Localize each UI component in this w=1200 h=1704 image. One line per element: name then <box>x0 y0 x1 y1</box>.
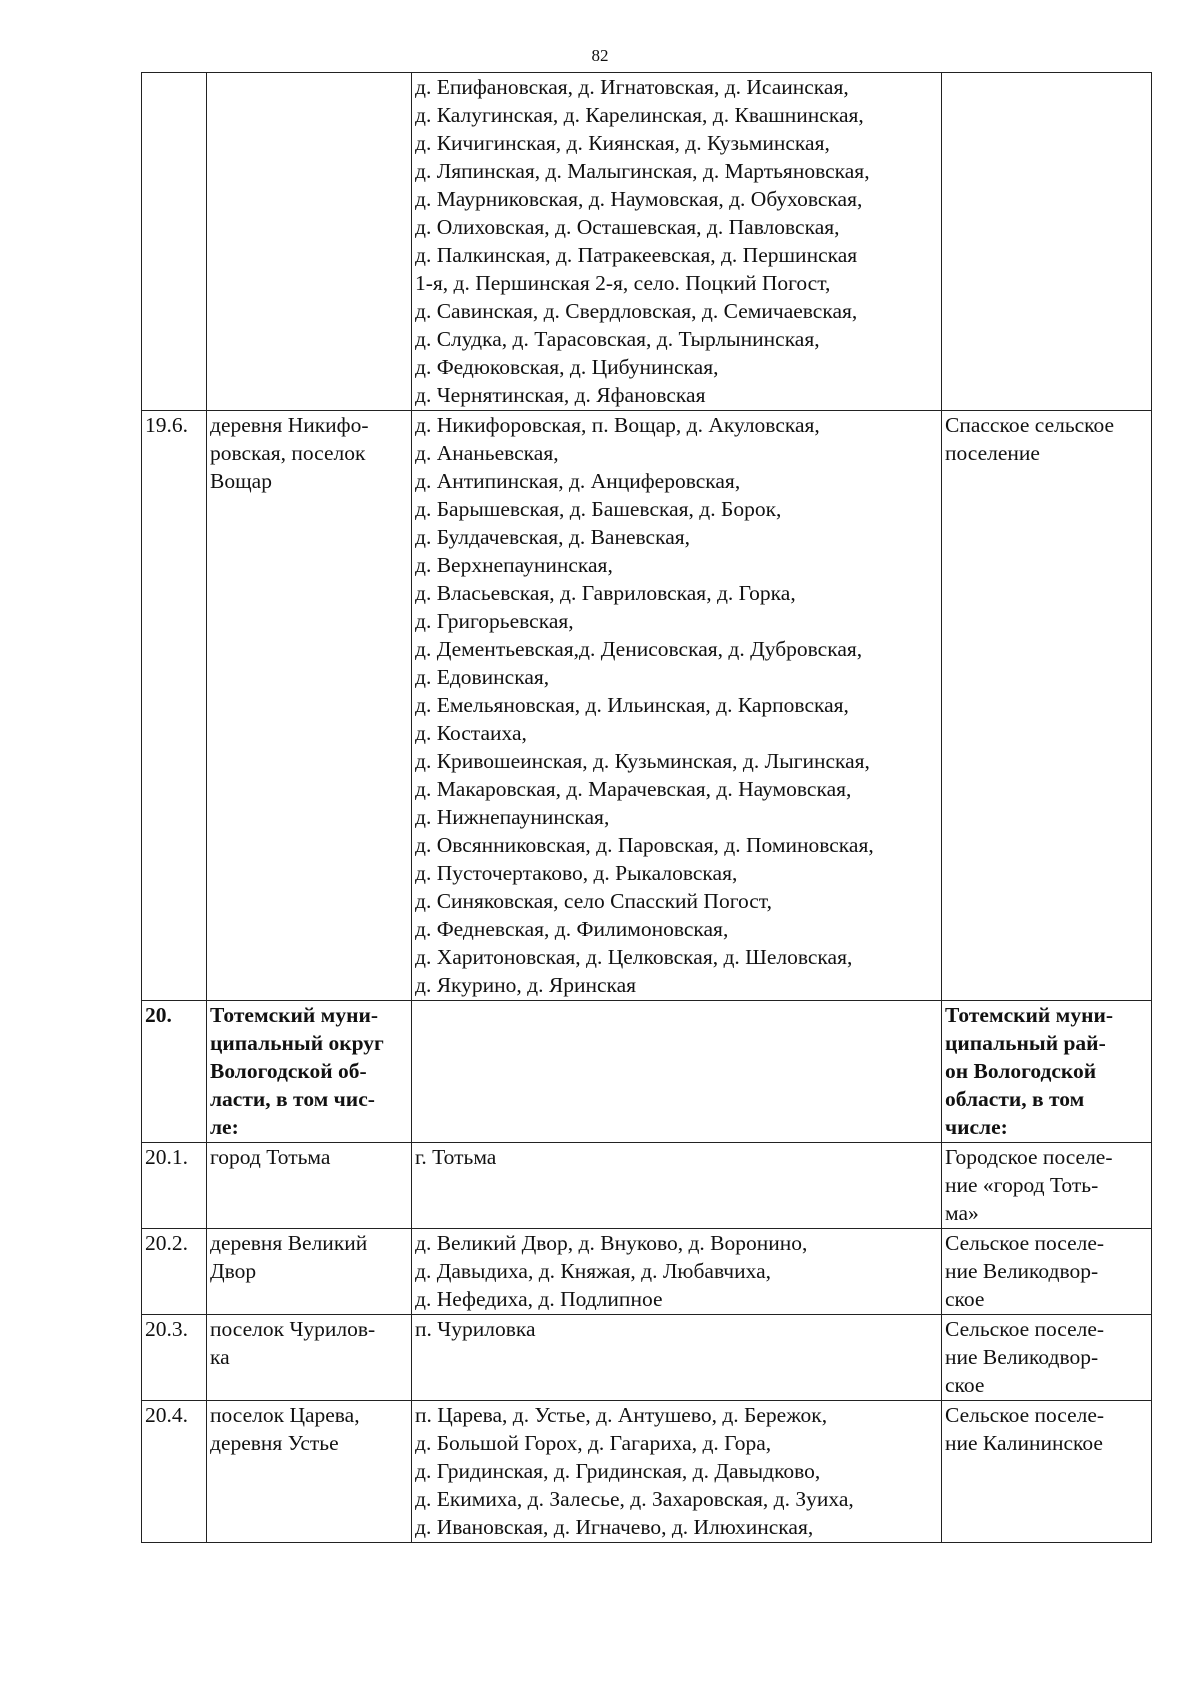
municipality-cell-line: ское <box>945 1287 985 1311</box>
settlements-table <box>141 72 1152 1543</box>
municipality-cell <box>942 1401 1152 1543</box>
locality-name-cell-line: Двор <box>210 1259 257 1283</box>
locality-name-cell <box>207 73 412 411</box>
settlements-cell-line: д. Чернятинская, д. Яфановская <box>415 383 706 407</box>
locality-name-cell-line: ле: <box>210 1115 239 1139</box>
municipality-cell <box>942 1143 1152 1229</box>
municipality-cell <box>942 73 1152 411</box>
table-row <box>142 1143 1152 1229</box>
settlements-cell <box>412 73 942 411</box>
settlements-cell-line: д. Федневская, д. Филимоновская, <box>415 917 729 941</box>
table-row <box>142 1229 1152 1315</box>
settlements-cell-line: д. Гридинская, д. Гридинская, д. Давыдково, <box>415 1459 821 1483</box>
locality-name-cell <box>207 1401 412 1543</box>
locality-name-cell <box>207 1143 412 1229</box>
municipality-cell-line: ципальный рай- <box>945 1031 1106 1055</box>
settlements-cell-line: д. Никифоровская, п. Вощар, д. Акуловская, <box>415 413 820 437</box>
settlements-cell-line: д. Булдачевская, д. Ваневская, <box>415 525 690 549</box>
settlements-cell <box>412 1143 942 1229</box>
settlements-cell-line: д. Савинская, д. Свердловская, д. Семичаевская, <box>415 299 858 323</box>
settlements-cell-line: д. Нижнепаунинская, <box>415 805 610 829</box>
municipality-cell-line: ма» <box>945 1201 979 1225</box>
locality-name-cell-line: Вологодской об- <box>210 1059 367 1083</box>
settlements-cell-line: д. Харитоновская, д. Целковская, д. Шеловская, <box>415 945 853 969</box>
settlements-cell-line: д. Большой Горох, д. Гагариха, д. Гора, <box>415 1431 772 1455</box>
settlements-cell-line: д. Барышевская, д. Башевская, д. Борок, <box>415 497 782 521</box>
settlements-cell-line: д. Ивановская, д. Игначево, д. Илюхинская, <box>415 1515 814 1539</box>
municipality-cell-line: ние «город Тоть- <box>945 1173 1099 1197</box>
table-row <box>142 1001 1152 1143</box>
municipality-cell-line: он Вологодской <box>945 1059 1097 1083</box>
municipality-cell-line: ние Великодвор- <box>945 1345 1099 1369</box>
table-row <box>142 1315 1152 1401</box>
locality-name-cell-line: город Тотьма <box>210 1145 331 1169</box>
municipality-cell-line: Сельское поселе- <box>945 1231 1105 1255</box>
settlements-cell-line: д. Слудка, д. Тарасовская, д. Тырлынинская, <box>415 327 820 351</box>
settlements-cell-line: д. Давыдиха, д. Княжая, д. Любавчиха, <box>415 1259 772 1283</box>
settlements-cell-line: г. Тотьма <box>415 1145 497 1169</box>
locality-name-cell-line: деревня Устье <box>210 1431 339 1455</box>
locality-name-cell-line: поселок Царева, <box>210 1403 360 1427</box>
municipality-cell-line: числе: <box>945 1115 1008 1139</box>
locality-name-cell <box>207 1229 412 1315</box>
settlements-cell <box>412 1401 942 1543</box>
settlements-cell-line: д. Ляпинская, д. Малыгинская, д. Мартьяновская, <box>415 159 870 183</box>
settlements-cell-line: д. Ананьевская, <box>415 441 559 465</box>
settlements-cell-line: д. Костаиха, <box>415 721 527 745</box>
row-number: 20.1. <box>145 1145 188 1169</box>
settlements-cell-line: д. Калугинская, д. Карелинская, д. Квашнинская, <box>415 103 864 127</box>
settlements-cell <box>412 1315 942 1401</box>
locality-name-cell-line: поселок Чурилов- <box>210 1317 376 1341</box>
locality-name-cell-line: ласти, в том чис- <box>210 1087 375 1111</box>
settlements-cell-line: д. Епифановская, д. Игнатовская, д. Исаинская, <box>415 75 849 99</box>
locality-name-cell-line: ципальный округ <box>210 1031 384 1055</box>
settlements-cell-line: д. Григорьевская, <box>415 609 574 633</box>
locality-name-cell-line: Вощар <box>210 469 272 493</box>
locality-name-cell-line: Тотемский муни- <box>210 1003 379 1027</box>
locality-name-cell-line: ка <box>210 1345 230 1369</box>
settlements-cell-line: д. Макаровская, д. Марачевская, д. Наумовская, <box>415 777 852 801</box>
settlements-cell-line: д. Великий Двор, д. Внуково, д. Воронино, <box>415 1231 808 1255</box>
settlements-cell-line: п. Царева, д. Устье, д. Антушево, д. Бережок, <box>415 1403 828 1427</box>
row-number: 20.2. <box>145 1231 188 1255</box>
settlements-cell-line: д. Синяковская, село Спасский Погост, <box>415 889 772 913</box>
municipality-cell-line: Городское поселе- <box>945 1145 1113 1169</box>
municipality-cell-line: ское <box>945 1373 985 1397</box>
table-row <box>142 411 1152 1001</box>
settlements-cell-line: д. Дементьевская,д. Денисовская, д. Дубровская, <box>415 637 863 661</box>
number-cell <box>142 73 207 411</box>
municipality-cell-line: Сельское поселе- <box>945 1317 1105 1341</box>
settlements-cell <box>412 1229 942 1315</box>
settlements-cell-line: д. Антипинская, д. Анциферовская, <box>415 469 741 493</box>
settlements-cell-line: д. Емельяновская, д. Ильинская, д. Карповская, <box>415 693 849 717</box>
number-cell <box>142 1401 207 1543</box>
settlements-cell-line: д. Пусточертаково, д. Рыкаловская, <box>415 861 738 885</box>
number-cell <box>142 1143 207 1229</box>
settlements-cell-line: 1-я, д. Першинская 2-я, село. Поцкий Погост, <box>415 271 831 295</box>
settlements-cell-line: д. Верхнепаунинская, <box>415 553 613 577</box>
settlements-cell-line: д. Якурино, д. Яринская <box>415 973 637 997</box>
row-number: 20. <box>145 1003 172 1027</box>
settlements-cell-line: д. Кичигинская, д. Киянская, д. Кузьминская, <box>415 131 830 155</box>
number-cell <box>142 1229 207 1315</box>
municipality-cell-line: ние Калининское <box>945 1431 1103 1455</box>
settlements-cell-line: д. Кривошеинская, д. Кузьминская, д. Лыгинская, <box>415 749 870 773</box>
locality-name-cell <box>207 1315 412 1401</box>
settlements-cell-line: д. Власьевская, д. Гавриловская, д. Горка, <box>415 581 796 605</box>
municipality-cell <box>942 1315 1152 1401</box>
settlements-cell-line: д. Маурниковская, д. Наумовская, д. Обуховская, <box>415 187 863 211</box>
row-number: 19.6. <box>145 413 188 437</box>
row-number: 20.3. <box>145 1317 188 1341</box>
locality-name-cell-line: деревня Никифо- <box>210 413 369 437</box>
locality-name-cell <box>207 411 412 1001</box>
locality-name-cell <box>207 1001 412 1143</box>
row-number: 20.4. <box>145 1403 188 1427</box>
number-cell <box>142 1315 207 1401</box>
number-cell <box>142 1001 207 1143</box>
settlements-cell-line: д. Федюковская, д. Цибунинская, <box>415 355 719 379</box>
settlements-cell-line: д. Олиховская, д. Осташевская, д. Павловская, <box>415 215 840 239</box>
locality-name-cell-line: деревня Великий <box>210 1231 368 1255</box>
settlements-cell-line: д. Овсянниковская, д. Паровская, д. Поминовская, <box>415 833 874 857</box>
settlements-cell-line: д. Екимиха, д. Залесье, д. Захаровская, д. Зуиха, <box>415 1487 854 1511</box>
municipality-cell-line: Тотемский муни- <box>945 1003 1114 1027</box>
settlements-cell-line: д. Палкинская, д. Патракеевская, д. Першинская <box>415 243 858 267</box>
settlements-cell-line: д. Едовинская, <box>415 665 550 689</box>
page-number: 82 <box>591 46 609 65</box>
municipality-cell <box>942 1229 1152 1315</box>
settlements-cell <box>412 411 942 1001</box>
locality-name-cell-line: ровская, поселок <box>210 441 366 465</box>
municipality-cell-line: поселение <box>945 441 1040 465</box>
municipality-cell-line: Спасское сельское <box>945 413 1115 437</box>
settlements-cell-line: п. Чуриловка <box>415 1317 536 1341</box>
settlements-cell <box>412 1001 942 1143</box>
municipality-cell <box>942 411 1152 1001</box>
municipality-cell-line: Сельское поселе- <box>945 1403 1105 1427</box>
table-row <box>142 1401 1152 1543</box>
municipality-cell-line: области, в том <box>945 1087 1085 1111</box>
settlements-cell-line: д. Нефедиха, д. Подлипное <box>415 1287 663 1311</box>
municipality-cell <box>942 1001 1152 1143</box>
table-row <box>142 73 1152 411</box>
number-cell <box>142 411 207 1001</box>
municipality-cell-line: ние Великодвор- <box>945 1259 1099 1283</box>
